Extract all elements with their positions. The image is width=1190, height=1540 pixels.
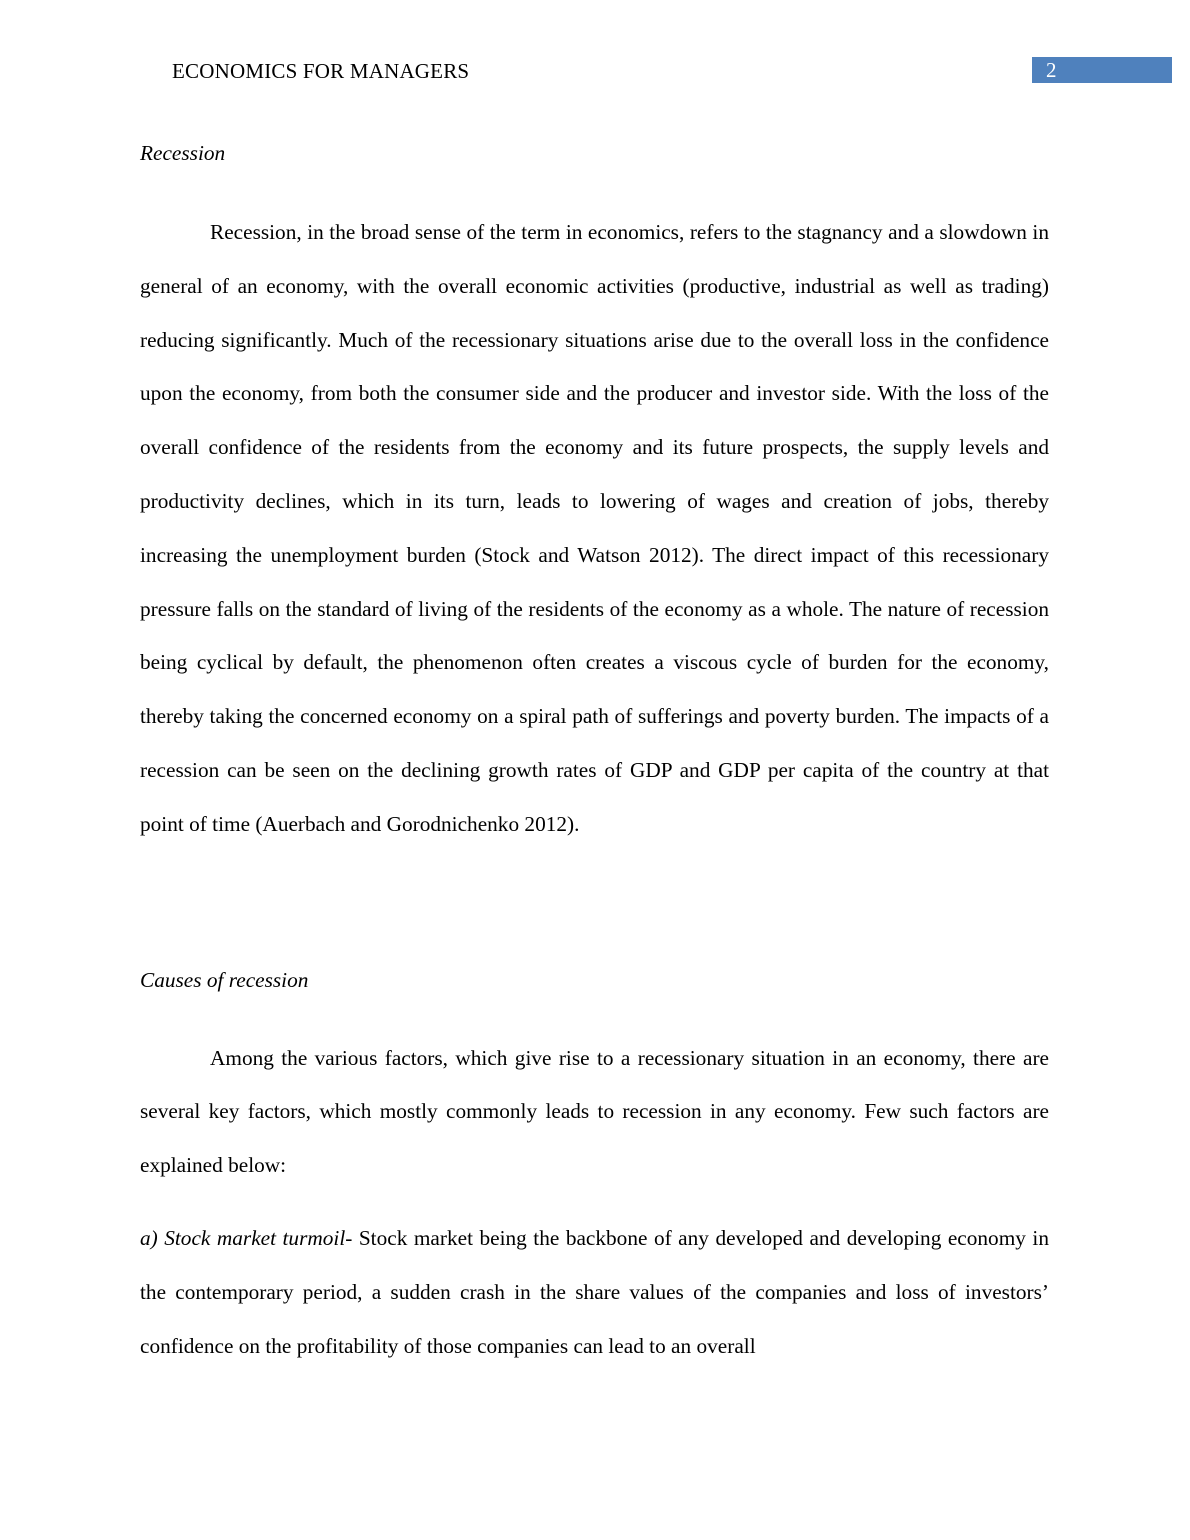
causes-paragraph: Among the various factors, which give rise to a recessionary situation in an economy, there are several key factors, which mostly commonly leads to recession in any economy. Few such factors are explained below: bbox=[140, 1045, 1049, 1178]
section-heading-recession: Recession bbox=[140, 141, 226, 165]
section-heading-causes: Causes of recession bbox=[140, 967, 309, 992]
factor-a-text: Stock market being the backbone of any developed and developing economy in the contemporary period, a sudden crash in the share values of the companies and loss of investors’ confidence on the profitability of those companies can lead to an overall bbox=[140, 1225, 1049, 1358]
running-head: ECONOMICS FOR MANAGERS bbox=[172, 59, 470, 83]
factor-a-label: a) Stock market turmoil- bbox=[140, 1225, 353, 1250]
document-body bbox=[140, 137, 1049, 1373]
page-number: 2 bbox=[1032, 57, 1172, 83]
factor-a-paragraph bbox=[140, 1212, 1049, 1373]
recession-paragraph: Recession, in the broad sense of the term in economics, refers to the stagnancy and a slowdown in general of an economy, with the overall economic activities (productive, industrial as well as trading) reducing significantly. Much of the recessionary situations arise due to the overall loss in the confidence upon the economy, from both the consumer side and the producer and investor side. With the loss of the overall confidence of the residents from the economy and its future prospects, the supply levels and productivity declines, which in its turn, leads to lowering of wages and creation of jobs, thereby increasing the unemployment burden (Stock and Watson 2012). The direct impact of this recessionary pressure falls on the standard of living of the residents of the economy as a whole. The nature of recession being cyclical by default, the phenomenon often creates a viscous cycle of burden for the economy, thereby taking the concerned economy on a spiral path of sufferings and poverty burden. The impacts of a recession can be seen on the declining growth rates of GDP and GDP per capita of the country at that point of time (Auerbach and Gorodnichenko 2012). bbox=[140, 220, 1049, 836]
